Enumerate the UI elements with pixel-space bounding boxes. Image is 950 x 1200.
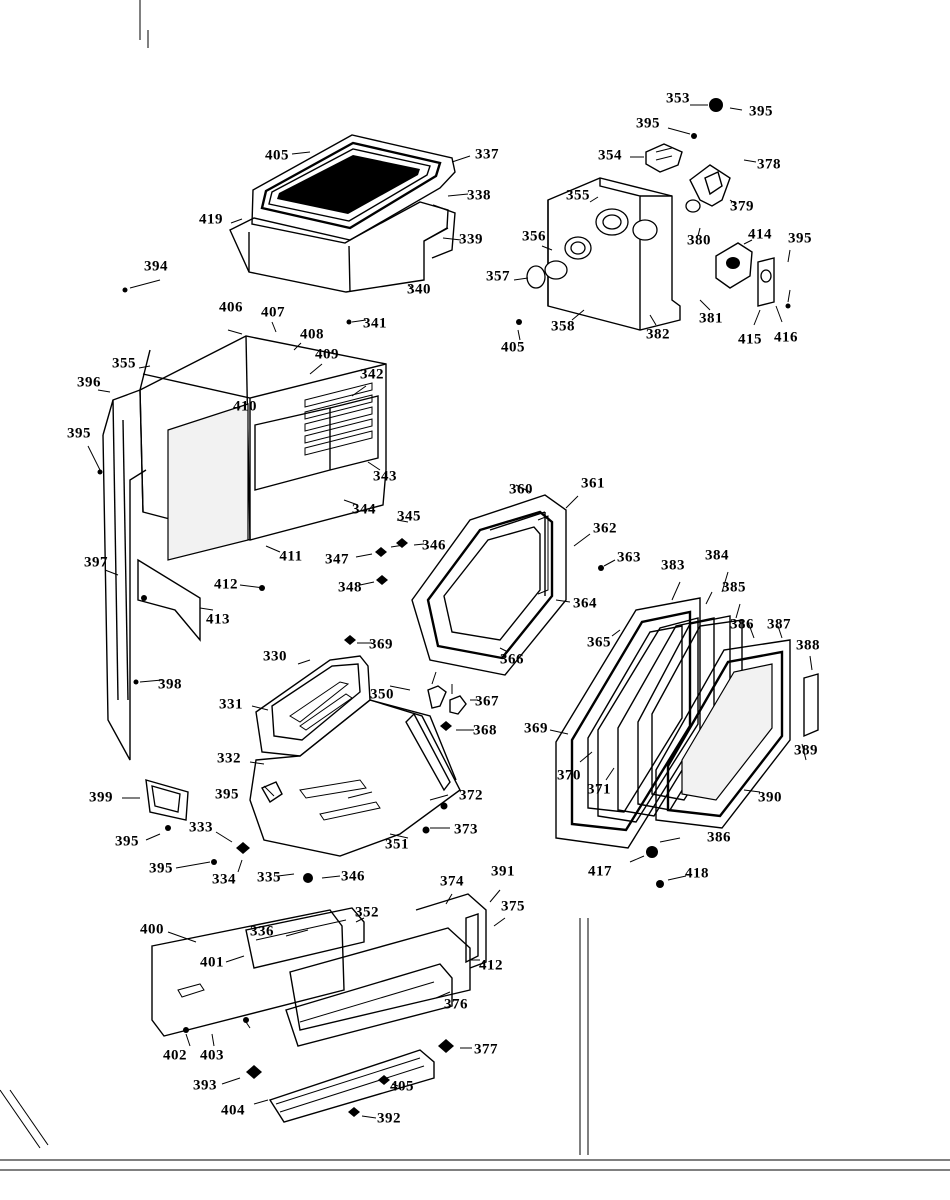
callout-label: 412 bbox=[214, 576, 238, 593]
callout-label: 372 bbox=[459, 787, 483, 804]
callout-label: 394 bbox=[144, 258, 168, 275]
callout-label: 381 bbox=[699, 310, 723, 327]
callout-label: 346 bbox=[341, 868, 365, 885]
callout-label: 331 bbox=[219, 696, 243, 713]
callout-label: 395 bbox=[215, 786, 239, 803]
callout-label: 396 bbox=[77, 374, 101, 391]
callout-label: 367 bbox=[475, 693, 499, 710]
callout-label: 376 bbox=[444, 996, 468, 1013]
callout-label: 397 bbox=[84, 554, 108, 571]
callout-label: 353 bbox=[666, 90, 690, 107]
callout-label: 393 bbox=[193, 1077, 217, 1094]
callout-label: 384 bbox=[705, 547, 729, 564]
callout-label: 379 bbox=[730, 198, 754, 215]
callout-label: 395 bbox=[636, 115, 660, 132]
callout-label: 374 bbox=[440, 873, 464, 890]
callout-label: 354 bbox=[598, 147, 622, 164]
callout-label: 330 bbox=[263, 648, 287, 665]
callout-label: 377 bbox=[474, 1041, 498, 1058]
callout-label: 395 bbox=[149, 860, 173, 877]
callout-label: 343 bbox=[373, 468, 397, 485]
callout-label: 378 bbox=[757, 156, 781, 173]
callout-label: 395 bbox=[115, 833, 139, 850]
callout-label: 411 bbox=[279, 548, 303, 565]
callout-label: 356 bbox=[522, 228, 546, 245]
callout-label: 336 bbox=[250, 923, 274, 940]
callout-label: 409 bbox=[315, 346, 339, 363]
callout-label: 401 bbox=[200, 954, 224, 971]
callout-label: 387 bbox=[767, 616, 791, 633]
callout-label: 366 bbox=[500, 651, 524, 668]
callout-label: 413 bbox=[206, 611, 230, 628]
callout-label: 363 bbox=[617, 549, 641, 566]
callout-label: 380 bbox=[687, 232, 711, 249]
callout-label: 348 bbox=[338, 579, 362, 596]
callout-label: 386 bbox=[730, 616, 754, 633]
callout-label: 375 bbox=[501, 898, 525, 915]
part-group-small-hardware-left bbox=[356, 520, 424, 585]
callout-label: 417 bbox=[588, 863, 612, 880]
callout-label: 361 bbox=[581, 475, 605, 492]
callout-label: 408 bbox=[300, 326, 324, 343]
callout-label: 405 bbox=[265, 147, 289, 164]
callout-label: 395 bbox=[749, 103, 773, 120]
callout-label: 368 bbox=[473, 722, 497, 739]
callout-label: 337 bbox=[475, 146, 499, 163]
callout-label: 334 bbox=[212, 871, 236, 888]
part-group-oven-liner bbox=[88, 322, 386, 760]
callout-label: 364 bbox=[573, 595, 597, 612]
callout-label: 345 bbox=[397, 508, 421, 525]
callout-label: 398 bbox=[158, 676, 182, 693]
callout-label: 351 bbox=[385, 836, 409, 853]
callout-label: 369 bbox=[524, 720, 548, 737]
callout-label: 415 bbox=[738, 331, 762, 348]
callout-label: 382 bbox=[646, 326, 670, 343]
callout-label: 403 bbox=[200, 1047, 224, 1064]
callout-label: 358 bbox=[551, 318, 575, 335]
callout-label: 407 bbox=[261, 304, 285, 321]
callout-label: 355 bbox=[566, 187, 590, 204]
callout-label: 352 bbox=[355, 904, 379, 921]
callout-label: 347 bbox=[325, 551, 349, 568]
callout-label: 365 bbox=[587, 634, 611, 651]
callout-label: 355 bbox=[112, 355, 136, 372]
callout-label: 399 bbox=[89, 789, 113, 806]
callout-label: 340 bbox=[407, 281, 431, 298]
callout-label: 412 bbox=[479, 957, 503, 974]
callout-label: 416 bbox=[774, 329, 798, 346]
callout-label: 332 bbox=[217, 750, 241, 767]
callout-label: 338 bbox=[467, 187, 491, 204]
callout-label: 406 bbox=[219, 299, 243, 316]
callout-label: 339 bbox=[459, 231, 483, 248]
callout-label: 383 bbox=[661, 557, 685, 574]
callout-label: 346 bbox=[422, 537, 446, 554]
callout-label: 410 bbox=[233, 398, 257, 415]
callout-label: 418 bbox=[685, 865, 709, 882]
callout-label: 371 bbox=[587, 781, 611, 798]
callout-label: 400 bbox=[140, 921, 164, 938]
callout-label: 395 bbox=[67, 425, 91, 442]
callout-label: 404 bbox=[221, 1102, 245, 1119]
callout-label: 360 bbox=[509, 481, 533, 498]
callout-label: 395 bbox=[788, 230, 812, 247]
callout-label: 362 bbox=[593, 520, 617, 537]
callout-label: 392 bbox=[377, 1110, 401, 1127]
callout-label: 405 bbox=[501, 339, 525, 356]
callout-label: 414 bbox=[748, 226, 772, 243]
callout-label: 333 bbox=[189, 819, 213, 836]
callout-label: 335 bbox=[257, 869, 281, 886]
callout-label: 402 bbox=[163, 1047, 187, 1064]
callout-label: 386 bbox=[707, 829, 731, 846]
callout-label: 370 bbox=[557, 767, 581, 784]
part-group-control-bracket bbox=[514, 98, 791, 340]
callout-label: 389 bbox=[794, 742, 818, 759]
callout-label: 341 bbox=[363, 315, 387, 332]
callout-label: 342 bbox=[360, 366, 384, 383]
callout-label: 405 bbox=[390, 1078, 414, 1095]
callout-label: 357 bbox=[486, 268, 510, 285]
callout-label: 388 bbox=[796, 637, 820, 654]
callout-label: 390 bbox=[758, 789, 782, 806]
callout-label: 369 bbox=[369, 636, 393, 653]
callout-label: 350 bbox=[370, 686, 394, 703]
callout-label: 373 bbox=[454, 821, 478, 838]
callout-label: 344 bbox=[352, 501, 376, 518]
callout-label: 391 bbox=[491, 863, 515, 880]
callout-label: 419 bbox=[199, 211, 223, 228]
callout-label: 385 bbox=[722, 579, 746, 596]
